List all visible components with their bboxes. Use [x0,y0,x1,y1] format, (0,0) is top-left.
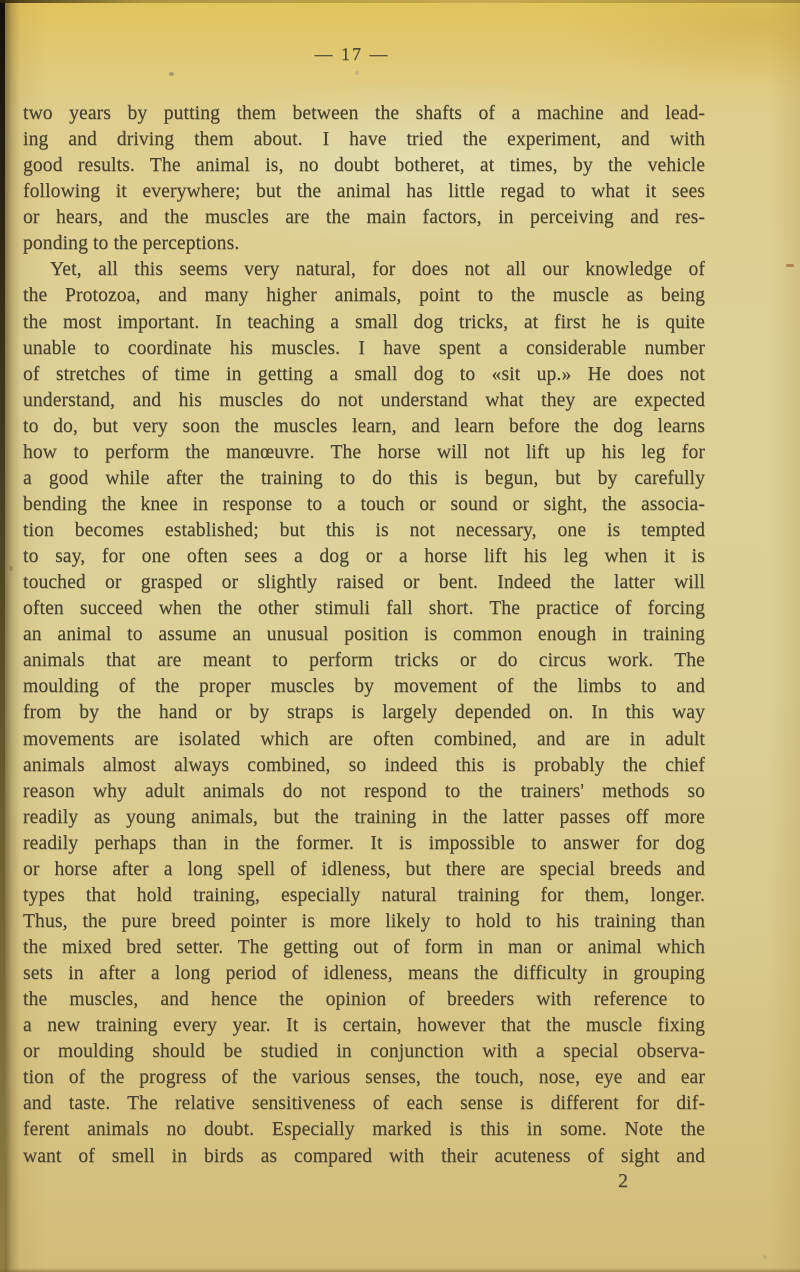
text-line: an animal to assume an unusual position is common enough in training [23,624,705,646]
text-line: following it everywhere; but the animal has little regad to what it sees [23,181,705,203]
text-line: tion of the progress of the various senses, the touch, nose, eye and ear [23,1067,705,1089]
text-line: good results. The animal is, no doubt botheret, at times, by the vehicle [23,155,705,177]
text-line: readily perhaps than in the former. It is impossible to answer for dog [23,832,705,854]
text-line: types that hold training, especially natural training for them, longer. [23,884,705,906]
binding-shadow-fade [5,0,20,1272]
page-bottom-edge [0,1268,800,1272]
paper-speck [786,264,794,267]
text-line: reason why adult animals do not respond to the trainers' methods so [23,780,705,802]
text-line: ferent animals no doubt. Especially marked is this in some. Note the [23,1119,705,1141]
signature-mark: 2 [618,1170,628,1192]
text-line: the mixed bred setter. The getting out of form in man or animal which [23,937,705,958]
text-line: two years by putting them between the shafts of a machine and lead- [23,103,705,124]
body-text [23,101,705,1170]
binding-shadow-dark [0,0,5,1272]
text-line: readily as young animals, but the training in the latter passes off more [23,806,705,828]
text-line: sets in after a long period of idleness, means the difficulty in grouping [23,963,705,985]
text-line: the muscles, and hence the opinion of breeders with reference to [23,989,705,1011]
text-line: of stretches of time in getting a small dog to «sit up.» He does not [23,363,705,385]
page-top-edge [0,0,800,3]
text-line: how to perform the manœuvre. The horse will not lift up his leg for [23,441,705,463]
text-line: a new training every year. It is certain, however that the muscle fixing [23,1015,705,1037]
text-line: movements are isolated which are often combined, and are in adult [23,728,705,750]
text-line: ing and driving them about. I have tried the experiment, and with [23,129,705,151]
paper-speck [355,71,359,75]
paper-speck [169,72,174,76]
text-line: the Protozoa, and many higher animals, point to the muscle as being [23,285,705,307]
text-line: tion becomes established; but this is not necessary, one is tempted [23,520,705,541]
text-line: from by the hand or by straps is largely depended on. In this way [23,702,705,724]
text-line: the most important. In teaching a small dog tricks, at first he is quite [23,311,705,333]
paper-speck [9,566,13,571]
text-line: Yet, all this seems very natural, for does not all our knowledge of [50,259,705,281]
text-line: or horse after a long spell of idleness, but there are special breeds and [23,858,705,880]
paper-speck [763,1255,767,1259]
text-line: and taste. The relative sensitiveness of each sense is different for dif- [23,1093,705,1115]
text-line: or hears, and the muscles are the main factors, in perceiving and res- [23,207,705,229]
text-line: bending the knee in response to a touch or sound or sight, the associa- [23,493,705,515]
text-line: understand, and his muscles do not understand what they are expected [23,389,705,411]
text-line: Thus, the pure breed pointer is more likely to hold to his training than [23,910,705,932]
text-line: moulding of the proper muscles by movement of the limbs to and [23,676,705,698]
text-line: or moulding should be studied in conjunction with a special observa- [23,1041,705,1063]
text-line: to do, but very soon the muscles learn, and learn before the dog learns [23,415,705,437]
text-line: animals that are meant to perform tricks or do circus work. The [23,650,705,672]
text-line: ponding to the perceptions. [23,233,240,255]
page-number: — 17 — [314,44,390,64]
text-line: touched or grasped or slightly raised or bent. Indeed the latter will [23,572,705,594]
text-line: want of smell in birds as compared with their acuteness of sight and [23,1145,705,1167]
text-line: to say, for one often sees a dog or a horse lift his leg when it is [23,546,705,568]
text-line: animals almost always combined, so indeed this is probably the chief [23,754,705,776]
text-line: unable to coordinate his muscles. I have spent a considerable number [23,337,705,359]
text-line: a good while after the training to do this is begun, but by carefully [23,467,705,489]
text-line: often succeed when the other stimuli fall short. The practice of forcing [23,598,705,620]
